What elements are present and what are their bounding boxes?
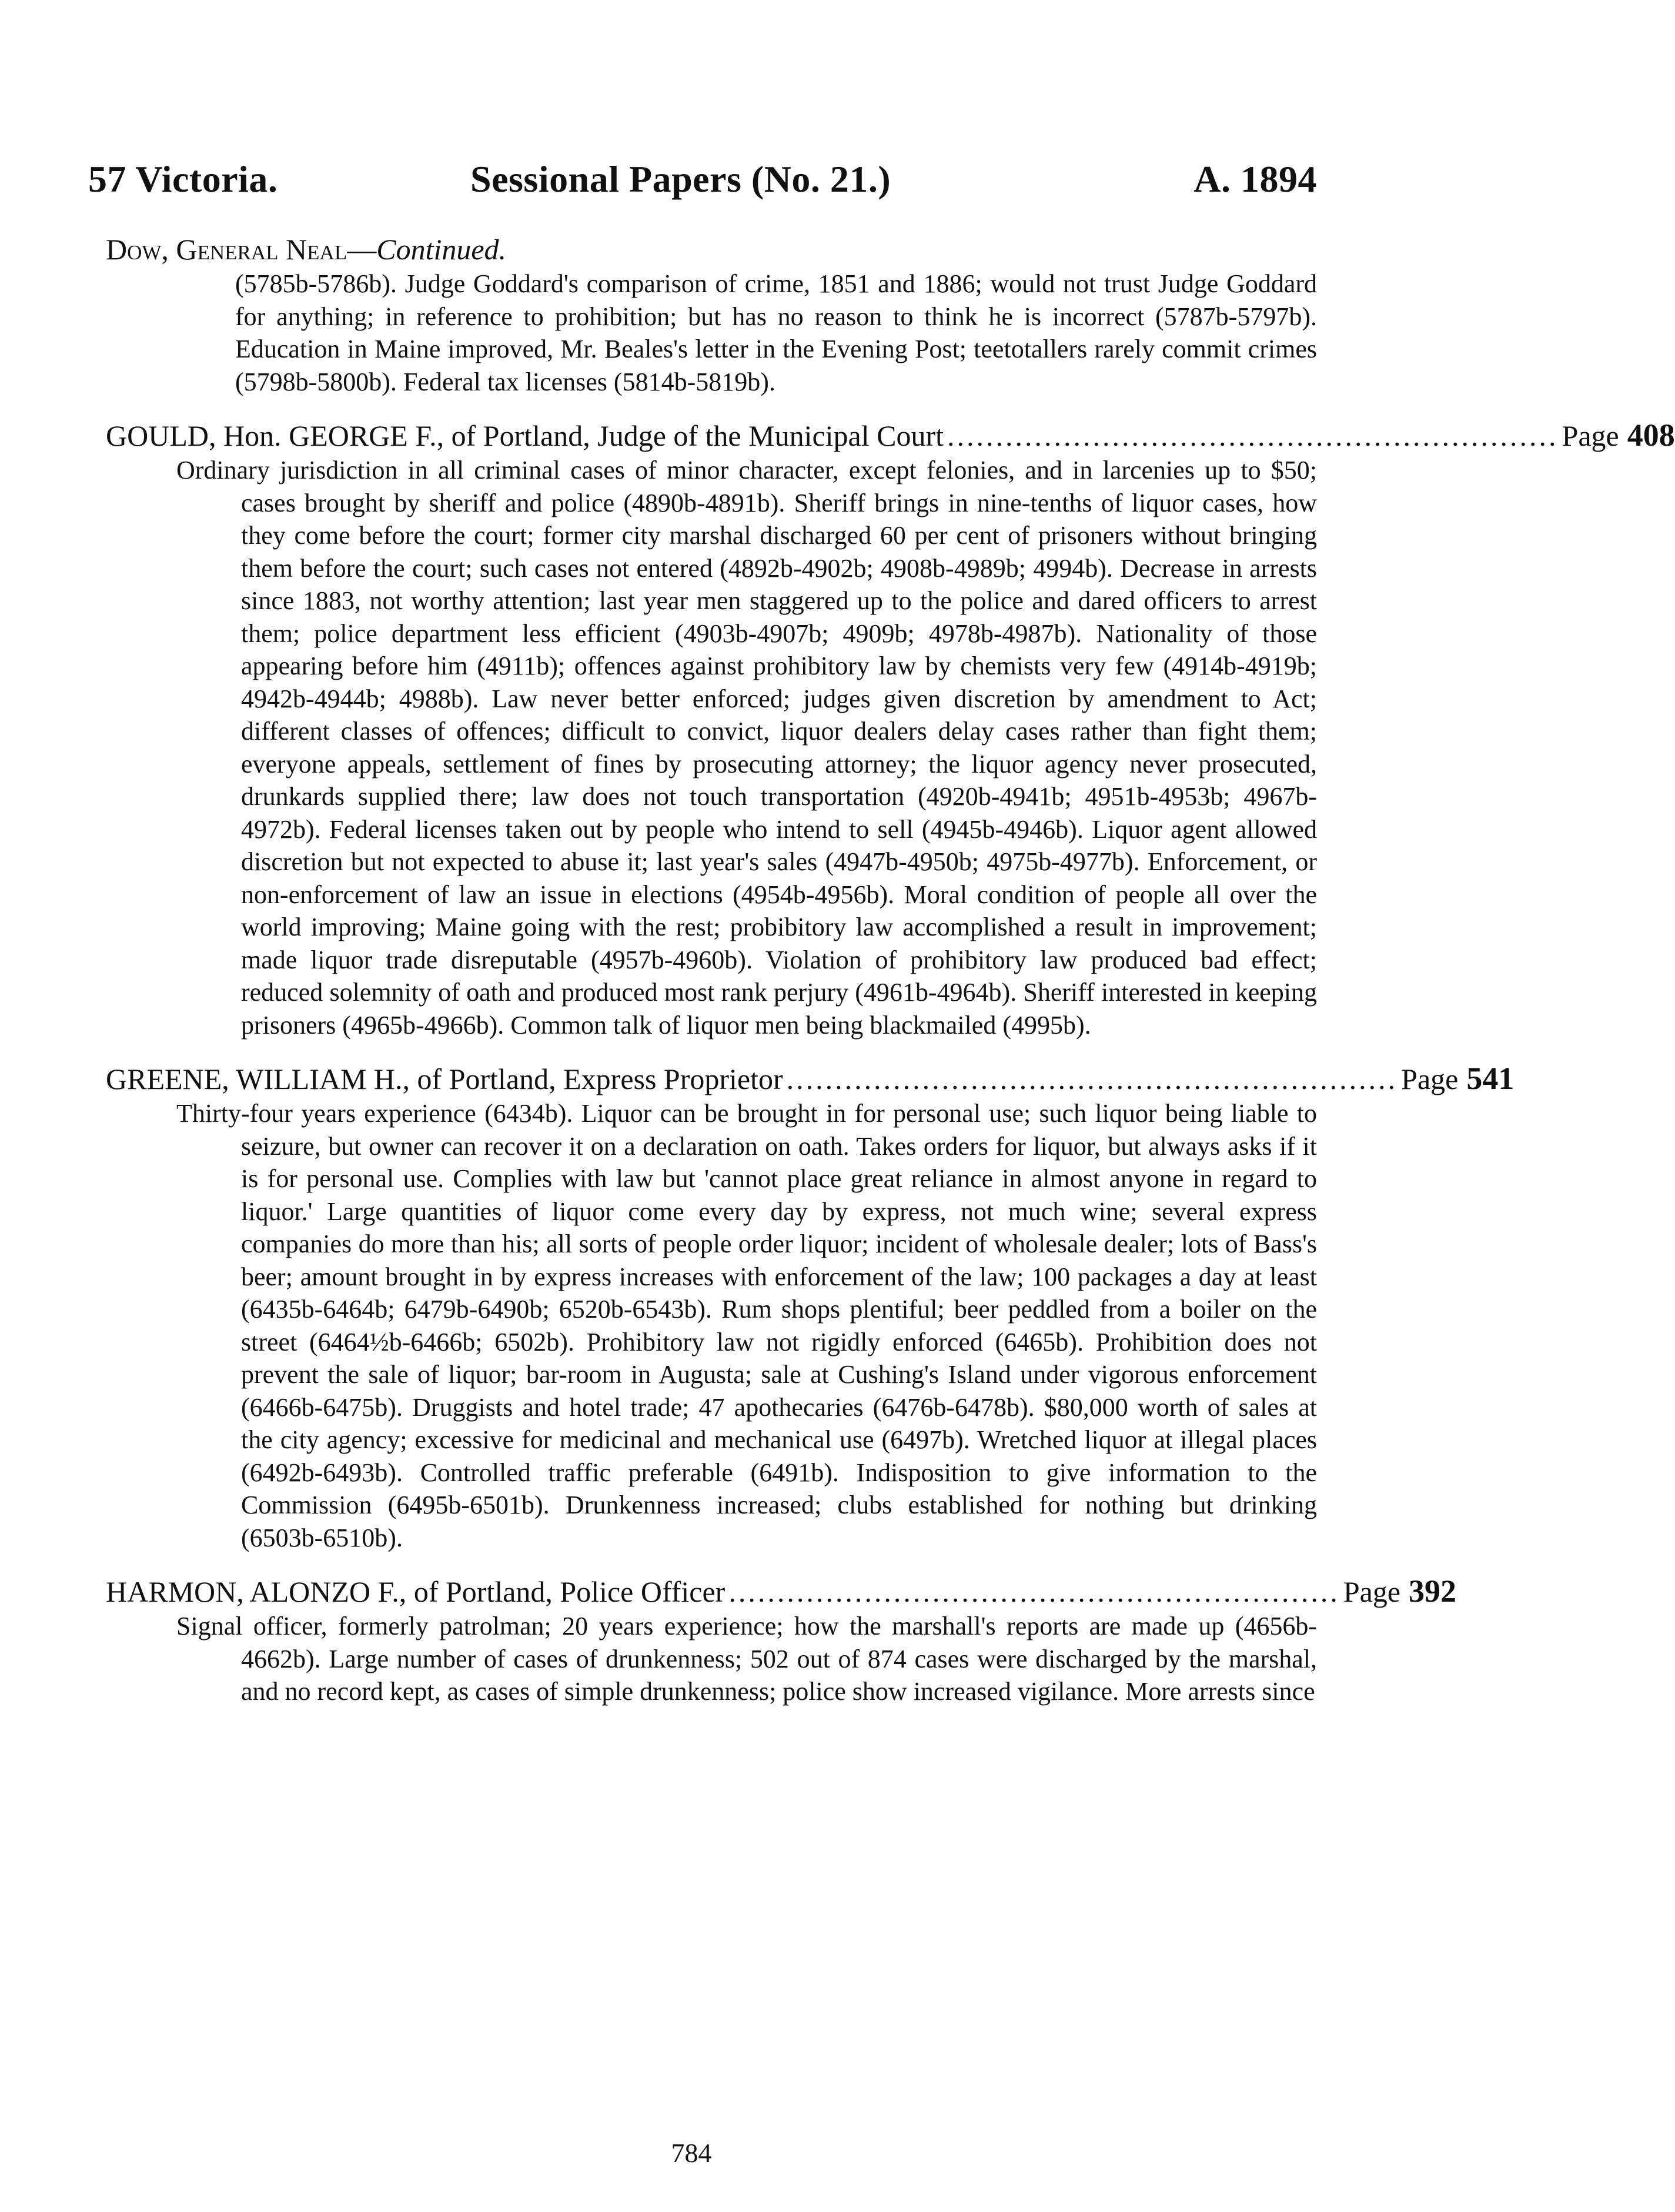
entry-description: of Portland, Judge of the Municipal Court (451, 419, 944, 452)
entry-heading (106, 232, 1317, 266)
entry-continued: Continued. (376, 233, 507, 266)
header-volume: 57 Victoria. (88, 158, 278, 200)
index-entry-harmon (106, 1573, 1457, 1708)
entry-heading (106, 417, 1675, 453)
index-entries (106, 232, 1675, 1728)
entry-description: of Portland, Police Officer (413, 1575, 726, 1608)
page-reference: 392 (1409, 1573, 1457, 1609)
entry-name: HARMON, ALONZO F., (106, 1575, 407, 1608)
leader-dots: ............................................................... (947, 419, 1559, 452)
entry-body: Signal officer, formerly patrolman; 20 years experience; how the marshall's reports are made up (4656b-4662b). Large number of cases of drunkenness; 502 out of 874 cases were discharged by the marshal, and no record kept, as cases of simple drunkenness; police show increased vigilance. More arrests since (176, 1612, 1317, 1706)
index-entry-greene (106, 1061, 1514, 1554)
index-entry-gould (106, 417, 1675, 1041)
entry-name: Dow, General Neal— (106, 233, 377, 266)
page-label: Page (1562, 419, 1619, 452)
page-reference: 541 (1466, 1061, 1514, 1096)
entry-body: Thirty-four years experience (6434b). Liquor can be brought in for personal use; such liquor being liable to seizure, but owner can recover it on a declaration on oath. Takes orders for liquor, but always asks if it is for personal use. Complies with law but 'cannot place great reliance in almost anyone in regard to liquor.' Large quantities of liquor come every day by express, not much wine; several express companies do more than his; all sorts of people order liquor; incident of wholesale dealer; lots of Bass's beer; amount brought in by express increases with enforcement of the law; 100 packages a day at least (6435b-6464b; 6479b-6490b; 6520b-6543b). Rum shops plentiful; beer peddled from a boiler on the street (6464½b-6466b; 6502b). Prohibitory law not rigidly enforced (6465b). Prohibition does not prevent the sale of liquor; bar-room in Augusta; sale at Cushing's Island under vigorous enforcement (6466b-6475b). Druggists and hotel trade; 47 apothecaries (6476b-6478b). $80,000 worth of sales at the city agency; excessive for medicinal and mechanical use (6497b). Wretched liquor at illegal places (6492b-6493b). Controlled traffic preferable (6491b). Indisposition to give information to the Commission (6495b-6501b). Drunkenness increased; clubs established for nothing but drinking (6503b-6510b). (176, 1099, 1317, 1552)
page-label: Page (1343, 1575, 1401, 1608)
entry-heading (106, 1061, 1514, 1096)
entry-body: Ordinary jurisdiction in all criminal cases of minor character, except felonies, and in larcenies up to $50; cases brought by sheriff and police (4890b-4891b). Sheriff brings in nine-tenths of liquor cases, how they come before the court; former city marshal discharged 60 per cent of prisoners without bringing them before the court; such cases not entered (4892b-4902b; 4908b-4989b; 4994b). Decrease in arrests since 1883, not worthy attention; last year men staggered up to the police and dared officers to arrest them; police department less efficient (4903b-4907b; 4909b; 4978b-4987b). Nationality of those appearing before him (4911b); offences against prohibitory law by chemists very few (4914b-4919b; 4942b-4944b; 4988b). Law never better enforced; judges given discretion by amendment to Act; different classes of offences; difficult to convict, liquor dealers delay cases rather than fight them; everyone appeals, settlement of fines by prosecuting attorney; the liquor agency never prosecuted, drunkards supplied there; law does not touch transportation (4920b-4941b; 4951b-4953b; 4967b-4972b). Federal licenses taken out by people who intend to sell (4945b-4946b). Liquor agent allowed discretion but not expected to abuse it; last year's sales (4947b-4950b; 4975b-4977b). Enforcement, or non-enforcement of law an issue in elections (4954b-4956b). Moral condition of people all over the world improving; Maine going with the rest; probibitory law accomplished a result in improvement; made liquor trade disreputable (4957b-4960b). Violation of prohibitory law produced bad effect; reduced solemnity of oath and produced most rank perjury (4961b-4964b). Sheriff interested in keeping prisoners (4965b-4966b). Common talk of liquor men being blackmailed (4995b). (176, 456, 1317, 1040)
running-header (88, 158, 1317, 205)
leader-dots: ............................................................... (728, 1575, 1340, 1608)
entry-body: (5785b-5786b). Judge Goddard's comparison of crime, 1851 and 1886; would not trust Judge Goddard for anything; in reference to prohibition; but has no reason to think he is incorrect (5787b-5797b). Education in Maine improved, Mr. Beales's letter in the Evening Post; teetotallers rarely commit crimes (5798b-5800b). Federal tax licenses (5814b-5819b). (235, 269, 1317, 396)
page-reference: 408 (1627, 417, 1675, 453)
entry-name: GREENE, WILLIAM H., (106, 1062, 410, 1095)
index-entry-dow (106, 232, 1317, 398)
entry-heading (106, 1573, 1457, 1609)
leader-dots: ............................................................... (786, 1062, 1398, 1095)
page-label: Page (1401, 1062, 1459, 1095)
page-number: 784 (671, 2138, 712, 2168)
header-year: A. 1894 (1193, 158, 1317, 200)
entry-name: GOULD, Hon. GEORGE F., (106, 419, 444, 452)
entry-description: of Portland, Express Proprietor (417, 1062, 783, 1095)
header-title: Sessional Papers (No. 21.) (470, 158, 891, 200)
